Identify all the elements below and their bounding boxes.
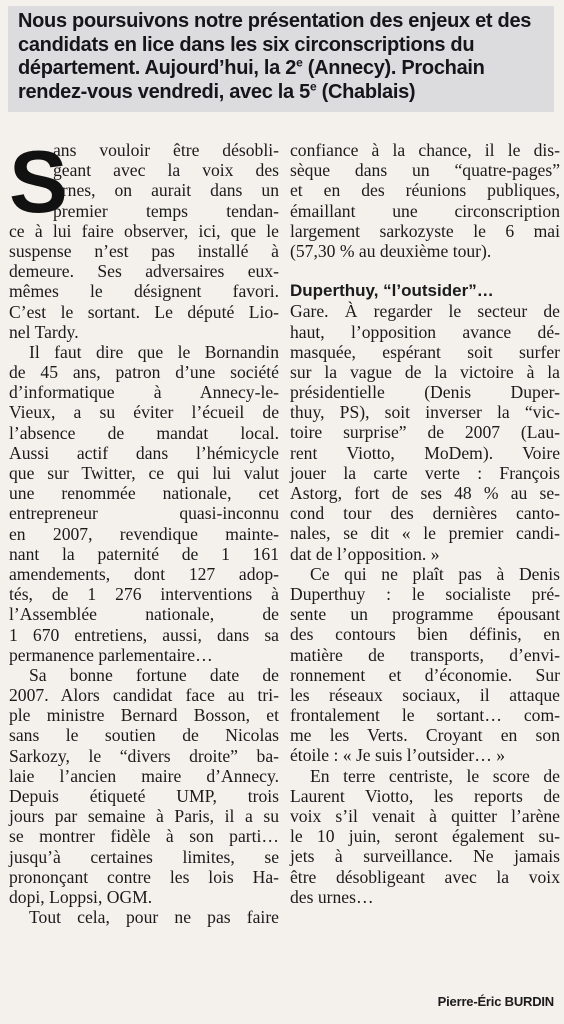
text-line: rent Viotto, MoDem). Voire xyxy=(290,442,560,463)
intro-line: Nous poursuivons notre présentation des enjeux et des xyxy=(18,10,532,32)
text-line: de 45 ans, patron d’une société xyxy=(9,362,279,383)
text-line: C’est le sortant. Le député Lio- xyxy=(9,301,279,322)
text-line: urnes, on aurait dans un xyxy=(53,180,279,201)
text-line: ronnement et d’économie. Sur xyxy=(290,664,560,685)
text-line: émaillant une circonscription xyxy=(290,200,560,221)
text-line: 2007. Alors candidat face au tri- xyxy=(9,685,279,706)
text-line: et en des réunions publiques, xyxy=(290,180,560,201)
section-subheading: Duperthuy, “l’outsider”… xyxy=(290,281,494,301)
text-line: se montrer fidèle à son parti… xyxy=(9,826,279,847)
text-line: toire surprise” de 2007 (Lau- xyxy=(290,422,560,443)
text-line: Il faut dire que le Bornandin xyxy=(29,341,279,362)
text-line: mêmes le désignent favori. xyxy=(9,281,279,302)
text-line: jours par semaine à Paris, il a su xyxy=(9,806,279,827)
text-line: 1 670 entretiens, aussi, dans sa xyxy=(9,624,279,645)
text-line: geant avec la voix des xyxy=(53,160,279,181)
text-line: Vieux, a su éviter l’écueil de xyxy=(9,402,279,423)
text-line: Depuis étiqueté UMP, trois xyxy=(9,786,279,806)
text-line: une renommée nationale, cet xyxy=(9,483,279,504)
text-line: en 2007, revendique mainte- xyxy=(9,523,279,544)
text-line: le 10 juin, seront également su- xyxy=(290,826,560,847)
text-line: cond tour des dernières canto- xyxy=(290,503,560,524)
text-line: sèque dans un “quatre-pages” xyxy=(290,160,560,181)
text-line: Laurent Viotto, les reports de xyxy=(290,785,560,806)
text-line: Tout cela, pour ne pas faire xyxy=(29,907,279,928)
text-line: voix s’il venait à quitter l’arène xyxy=(290,806,560,826)
text-line: d’informatique à Annecy-le- xyxy=(9,382,279,403)
text-line: (57,30 % au deuxième tour). xyxy=(290,240,492,261)
text-line: premier temps tendan- xyxy=(53,200,279,221)
text-line: confiance à la chance, il le dis- xyxy=(290,140,560,160)
text-line: prononçant contre les lois Ha- xyxy=(9,866,279,887)
text-line: thuy, PS), soit inverser la “vic- xyxy=(290,402,560,423)
text-line: que sur Twitter, ce qui lui valut xyxy=(9,463,279,483)
text-line: Aussi actif dans l’hémicycle xyxy=(9,442,279,463)
text-line: tés, de 1 276 interventions à xyxy=(9,584,279,605)
text-line: dat de l’opposition. » xyxy=(290,543,440,564)
text-line: des contours bien définis, en xyxy=(290,624,560,645)
text-line: largement sarkozyste le 6 mai xyxy=(290,220,560,241)
article-column-right xyxy=(290,140,560,907)
text-line: Ce qui ne plaît pas à Denis xyxy=(310,563,560,584)
text-line: sans le soutien de Nicolas xyxy=(9,725,279,746)
article-intro-box xyxy=(8,6,554,112)
text-line: haut, l’opposition avance dé- xyxy=(290,321,560,342)
text-line: présidentielle (Denis Duper- xyxy=(290,382,560,403)
text-line: Sa bonne fortune date de xyxy=(29,664,279,685)
text-line: nant la paternité de 1 161 xyxy=(9,543,279,564)
text-line: masquée, espérant soit surfer xyxy=(290,341,560,362)
text-line: Sarkozy, le “divers droite” ba- xyxy=(9,745,279,766)
text-line: ans vouloir être désobli- xyxy=(53,140,279,160)
text-line: sente un programme épousant xyxy=(290,604,560,625)
text-line: frontalement le sortant… com- xyxy=(290,705,560,726)
text-line: jusqu’à certaines limites, se xyxy=(9,846,279,867)
intro-line: département. Aujourd’hui, la 2e (Annecy). Prochain xyxy=(18,55,485,79)
author-byline: Pierre-Éric BURDIN xyxy=(437,994,554,1009)
text-line: ce à lui faire observer, ici, que le xyxy=(9,220,279,241)
text-line: ple ministre Bernard Bosson, et xyxy=(9,705,279,726)
text-line: Duperthuy : le socialiste pré- xyxy=(290,583,560,604)
text-line: les réseaux sociaux, il attaque xyxy=(290,684,560,705)
text-line: permanence parlementaire… xyxy=(9,644,213,665)
text-line: suspense n’est pas installé à xyxy=(9,240,279,261)
text-line: jouer la carte verte : François xyxy=(290,462,560,483)
text-line: demeure. Ses adversaires eux- xyxy=(9,261,279,282)
text-line: amendements, dont 127 adop- xyxy=(9,563,279,584)
intro-line: rendez-vous vendredi, avec la 5e (Chablais) xyxy=(18,78,416,103)
intro-line: candidats en lice dans les six circonscriptions du xyxy=(18,33,475,56)
text-line: nel Tardy. xyxy=(9,321,79,342)
text-line: entrepreneur quasi-inconnu xyxy=(9,503,279,524)
text-line: sur la vague de la victoire à la xyxy=(290,361,560,382)
text-line: nales, se dit « le premier candi- xyxy=(290,523,560,544)
text-line: En terre centriste, le score de xyxy=(310,765,560,786)
text-line: être désobligeant avec la voix xyxy=(290,866,560,887)
text-line: laie l’ancien maire d’Annecy. xyxy=(9,765,279,786)
text-line: me les Verts. Croyant en son xyxy=(290,725,560,746)
text-line: étoile : « Je suis l’outsider… » xyxy=(290,745,506,766)
text-line: Gare. À regarder le secteur de xyxy=(290,301,560,322)
text-line: l’Assemblée nationale, de xyxy=(9,604,279,625)
text-line: l’absence de mandat local. xyxy=(9,422,279,443)
paragraph-gap xyxy=(290,261,560,273)
text-line: jets à surveillance. Ne jamais xyxy=(290,846,560,867)
article-column-left xyxy=(9,132,279,928)
text-line: matière de transports, d’envi- xyxy=(290,644,560,665)
drop-cap: S xyxy=(9,132,68,231)
text-line: Astorg, fort de ses 48 % au se- xyxy=(290,483,560,503)
text-line: des urnes… xyxy=(290,886,374,907)
text-line: dopi, Loppsi, OGM. xyxy=(9,886,153,907)
